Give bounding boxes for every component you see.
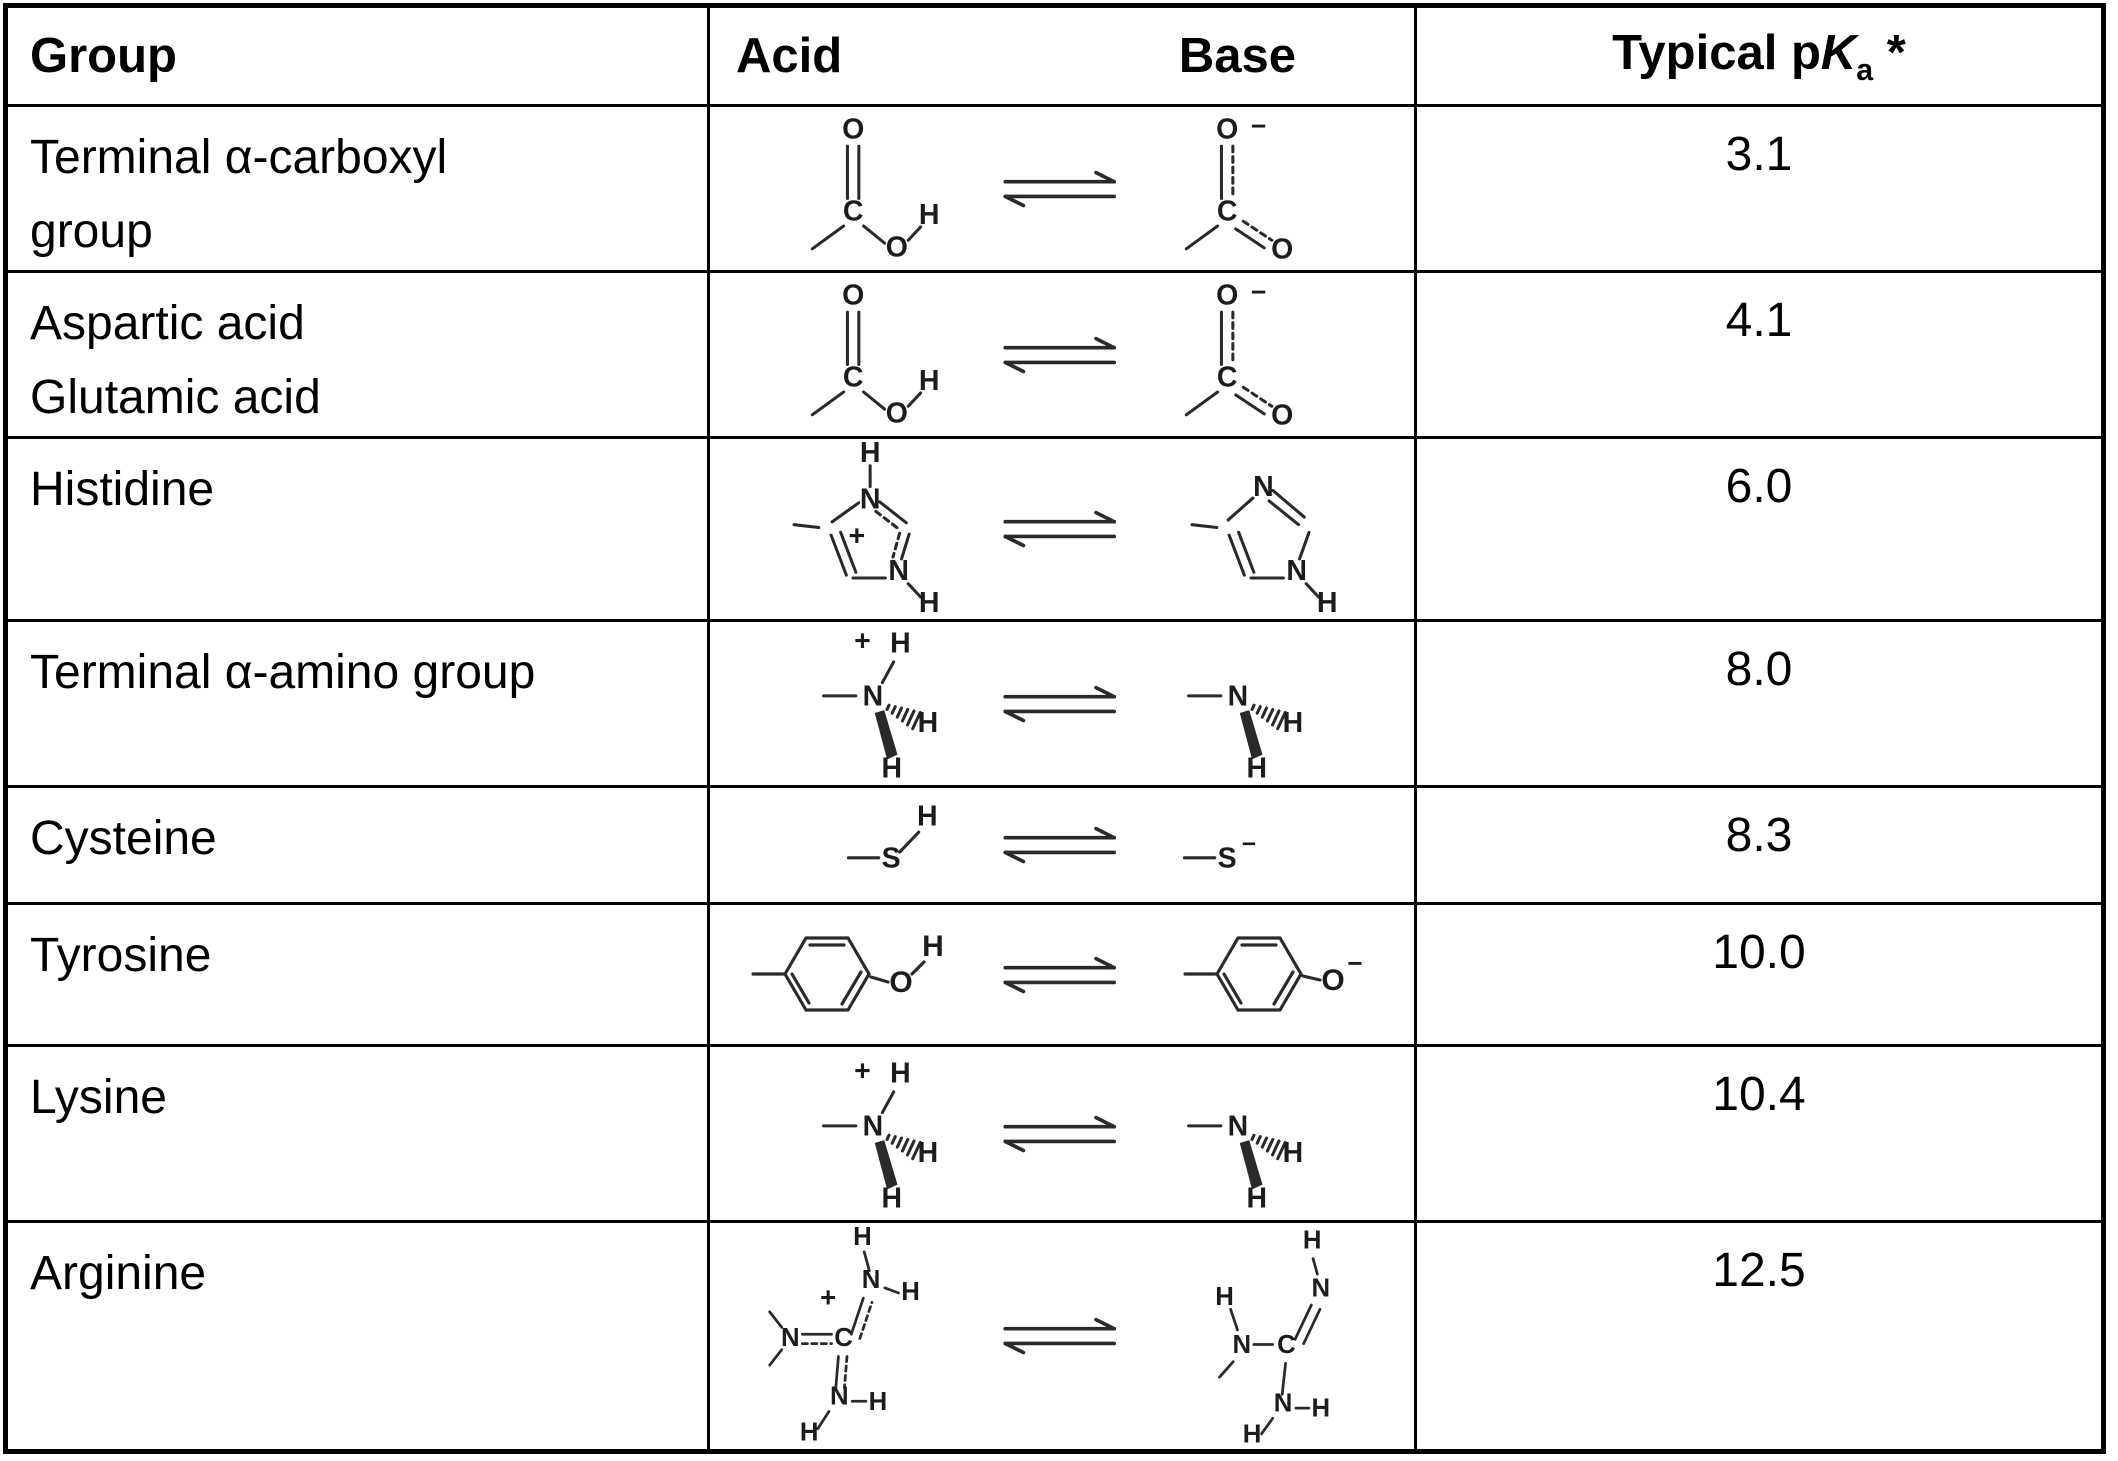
svg-text:+: + <box>848 520 866 553</box>
equilibrium-arrow-icon <box>1003 334 1121 375</box>
group-cell <box>6 271 709 437</box>
svg-text:H: H <box>1215 1283 1234 1312</box>
table-row <box>6 1221 2104 1451</box>
group-line: Terminal α-amino group <box>30 645 536 699</box>
svg-text:H: H <box>868 1387 888 1416</box>
pka-header-k: K <box>1820 25 1857 80</box>
svg-text:N: N <box>859 483 881 516</box>
svg-text:H: H <box>799 1418 819 1446</box>
svg-text:O: O <box>885 397 908 430</box>
svg-text:−: − <box>1241 831 1257 859</box>
imidazolium-acid-structure <box>775 439 951 618</box>
svg-text:N: N <box>1311 1274 1331 1303</box>
equilibrium-arrow-icon <box>1003 824 1121 865</box>
svg-text:N: N <box>862 1109 884 1142</box>
equilibrium-arrow-icon <box>1003 1315 1121 1356</box>
svg-text:O: O <box>885 231 908 264</box>
table-row <box>6 437 2104 620</box>
svg-text:H: H <box>918 365 940 398</box>
svg-text:N: N <box>1273 1389 1293 1418</box>
carboxylic-acid-acid-structure <box>799 274 951 434</box>
carboxylate-base-structure <box>1173 274 1325 434</box>
table-row <box>6 620 2104 786</box>
imidazole-base-structure <box>1173 439 1349 618</box>
structure-cell <box>709 903 1416 1045</box>
table-row <box>6 106 2104 272</box>
svg-text:O: O <box>842 113 865 146</box>
pka-header-subscript: a <box>1856 52 1874 87</box>
structure-cell <box>709 786 1416 903</box>
svg-text:N: N <box>1227 1109 1249 1142</box>
svg-text:N: N <box>888 554 909 587</box>
acid-header-label: Acid <box>736 29 843 83</box>
svg-text:H: H <box>1311 1394 1331 1423</box>
pka-value: 8.3 <box>1416 786 2104 903</box>
svg-text:O: O <box>1271 233 1294 266</box>
svg-text:N: N <box>1253 471 1274 504</box>
group-cell <box>6 786 709 903</box>
svg-text:H: H <box>917 706 939 739</box>
svg-text:O: O <box>889 966 913 1000</box>
group-header-label: Group <box>30 29 177 83</box>
table-row <box>6 903 2104 1045</box>
svg-text:O: O <box>1321 964 1345 998</box>
svg-text:N: N <box>1232 1331 1252 1360</box>
table-row <box>6 271 2104 437</box>
svg-text:N: N <box>861 1265 881 1294</box>
svg-text:H: H <box>1242 1420 1262 1446</box>
thiolate-base-structure <box>1173 797 1287 892</box>
equilibrium-arrow-icon <box>1003 1113 1121 1154</box>
equilibrium-arrow-icon <box>1003 508 1121 549</box>
svg-text:S: S <box>881 842 901 875</box>
svg-text:N: N <box>781 1324 800 1353</box>
svg-text:N: N <box>829 1382 849 1411</box>
svg-text:+: + <box>820 1281 837 1313</box>
pka-header <box>1416 6 2104 106</box>
svg-text:O: O <box>842 279 865 312</box>
svg-text:H: H <box>922 930 944 964</box>
carboxylic-acid-acid-structure <box>799 108 951 268</box>
svg-text:H: H <box>901 1277 920 1306</box>
acid-base-header <box>709 6 1416 106</box>
equilibrium-arrow-icon <box>1003 683 1121 724</box>
svg-text:C: C <box>842 195 864 228</box>
svg-text:H: H <box>890 1056 911 1089</box>
svg-text:H: H <box>859 439 881 469</box>
pka-value: 3.1 <box>1416 106 2104 272</box>
svg-text:H: H <box>918 199 940 232</box>
svg-text:N: N <box>862 679 884 712</box>
group-line: Terminal α-carboxyl <box>30 131 448 184</box>
svg-text:C: C <box>842 361 864 394</box>
group-line: group <box>30 205 153 259</box>
svg-text:O: O <box>1216 279 1239 312</box>
group-line: Lysine <box>30 1070 167 1124</box>
amine-base-structure <box>1173 1052 1316 1215</box>
pka-header-prefix: Typical p <box>1612 25 1821 80</box>
header-row <box>6 6 2104 106</box>
pka-value: 4.1 <box>1416 271 2104 437</box>
group-cell <box>6 1221 709 1451</box>
group-line: Cysteine <box>30 811 217 865</box>
group-cell <box>6 903 709 1045</box>
base-header-label: Base <box>1178 29 1296 83</box>
svg-text:H: H <box>916 800 938 833</box>
pka-value: 12.5 <box>1416 1221 2104 1451</box>
svg-text:O: O <box>1271 399 1294 432</box>
pka-value: 10.4 <box>1416 1045 2104 1221</box>
guanidinium-acid-structure <box>749 1226 951 1445</box>
group-line: Arginine <box>30 1246 207 1300</box>
svg-text:H: H <box>917 1136 939 1169</box>
group-line: Histidine <box>30 462 215 516</box>
svg-text:C: C <box>1216 361 1238 394</box>
ammonium-acid-structure <box>808 1052 951 1215</box>
phenol-acid-structure <box>741 910 951 1038</box>
svg-text:O: O <box>1216 113 1239 146</box>
svg-text:H: H <box>881 1181 903 1214</box>
group-header <box>6 6 709 106</box>
group-line: Glutamic acid <box>30 371 321 425</box>
svg-text:+: + <box>854 1054 871 1087</box>
table-row <box>6 786 2104 903</box>
equilibrium-arrow-icon <box>1003 954 1121 995</box>
structure-cell <box>709 1221 1416 1451</box>
svg-text:−: − <box>1250 111 1267 142</box>
pka-table <box>3 3 2106 1454</box>
guanidine-base-structure <box>1173 1226 1375 1445</box>
svg-text:N: N <box>1286 554 1307 587</box>
pka-header-asterisk: * <box>1873 25 1906 80</box>
equilibrium-arrow-icon <box>1003 168 1121 209</box>
svg-text:H: H <box>1282 706 1304 739</box>
ammonium-acid-structure <box>808 622 951 785</box>
svg-text:H: H <box>918 587 940 619</box>
svg-text:−: − <box>1347 948 1363 979</box>
thiol-acid-structure <box>837 797 951 892</box>
svg-text:H: H <box>890 626 911 659</box>
svg-text:H: H <box>1282 1136 1304 1169</box>
structure-cell <box>709 106 1416 272</box>
pka-value: 6.0 <box>1416 437 2104 620</box>
svg-text:S: S <box>1217 842 1237 875</box>
pka-value: 10.0 <box>1416 903 2104 1045</box>
group-line: Tyrosine <box>30 928 212 982</box>
structure-cell <box>709 1045 1416 1221</box>
structure-cell <box>709 620 1416 786</box>
svg-text:H: H <box>1246 751 1268 784</box>
group-cell <box>6 106 709 272</box>
structure-cell <box>709 271 1416 437</box>
group-cell <box>6 620 709 786</box>
svg-text:N: N <box>1227 679 1249 712</box>
group-cell <box>6 437 709 620</box>
svg-text:H: H <box>853 1226 872 1251</box>
svg-text:C: C <box>834 1324 853 1353</box>
structure-cell <box>709 437 1416 620</box>
amine-base-structure <box>1173 622 1316 785</box>
svg-text:+: + <box>854 624 871 657</box>
table-row <box>6 1045 2104 1221</box>
svg-text:H: H <box>881 751 903 784</box>
svg-text:H: H <box>1316 587 1338 619</box>
group-cell <box>6 1045 709 1221</box>
svg-text:H: H <box>1302 1226 1322 1255</box>
group-line: Aspartic acid <box>30 296 305 350</box>
svg-text:C: C <box>1216 195 1238 228</box>
svg-text:H: H <box>1246 1181 1268 1214</box>
svg-text:C: C <box>1277 1331 1296 1360</box>
phenolate-base-structure <box>1173 910 1383 1038</box>
carboxylate-base-structure <box>1173 108 1325 268</box>
pka-value: 8.0 <box>1416 620 2104 786</box>
svg-text:−: − <box>1250 276 1267 307</box>
